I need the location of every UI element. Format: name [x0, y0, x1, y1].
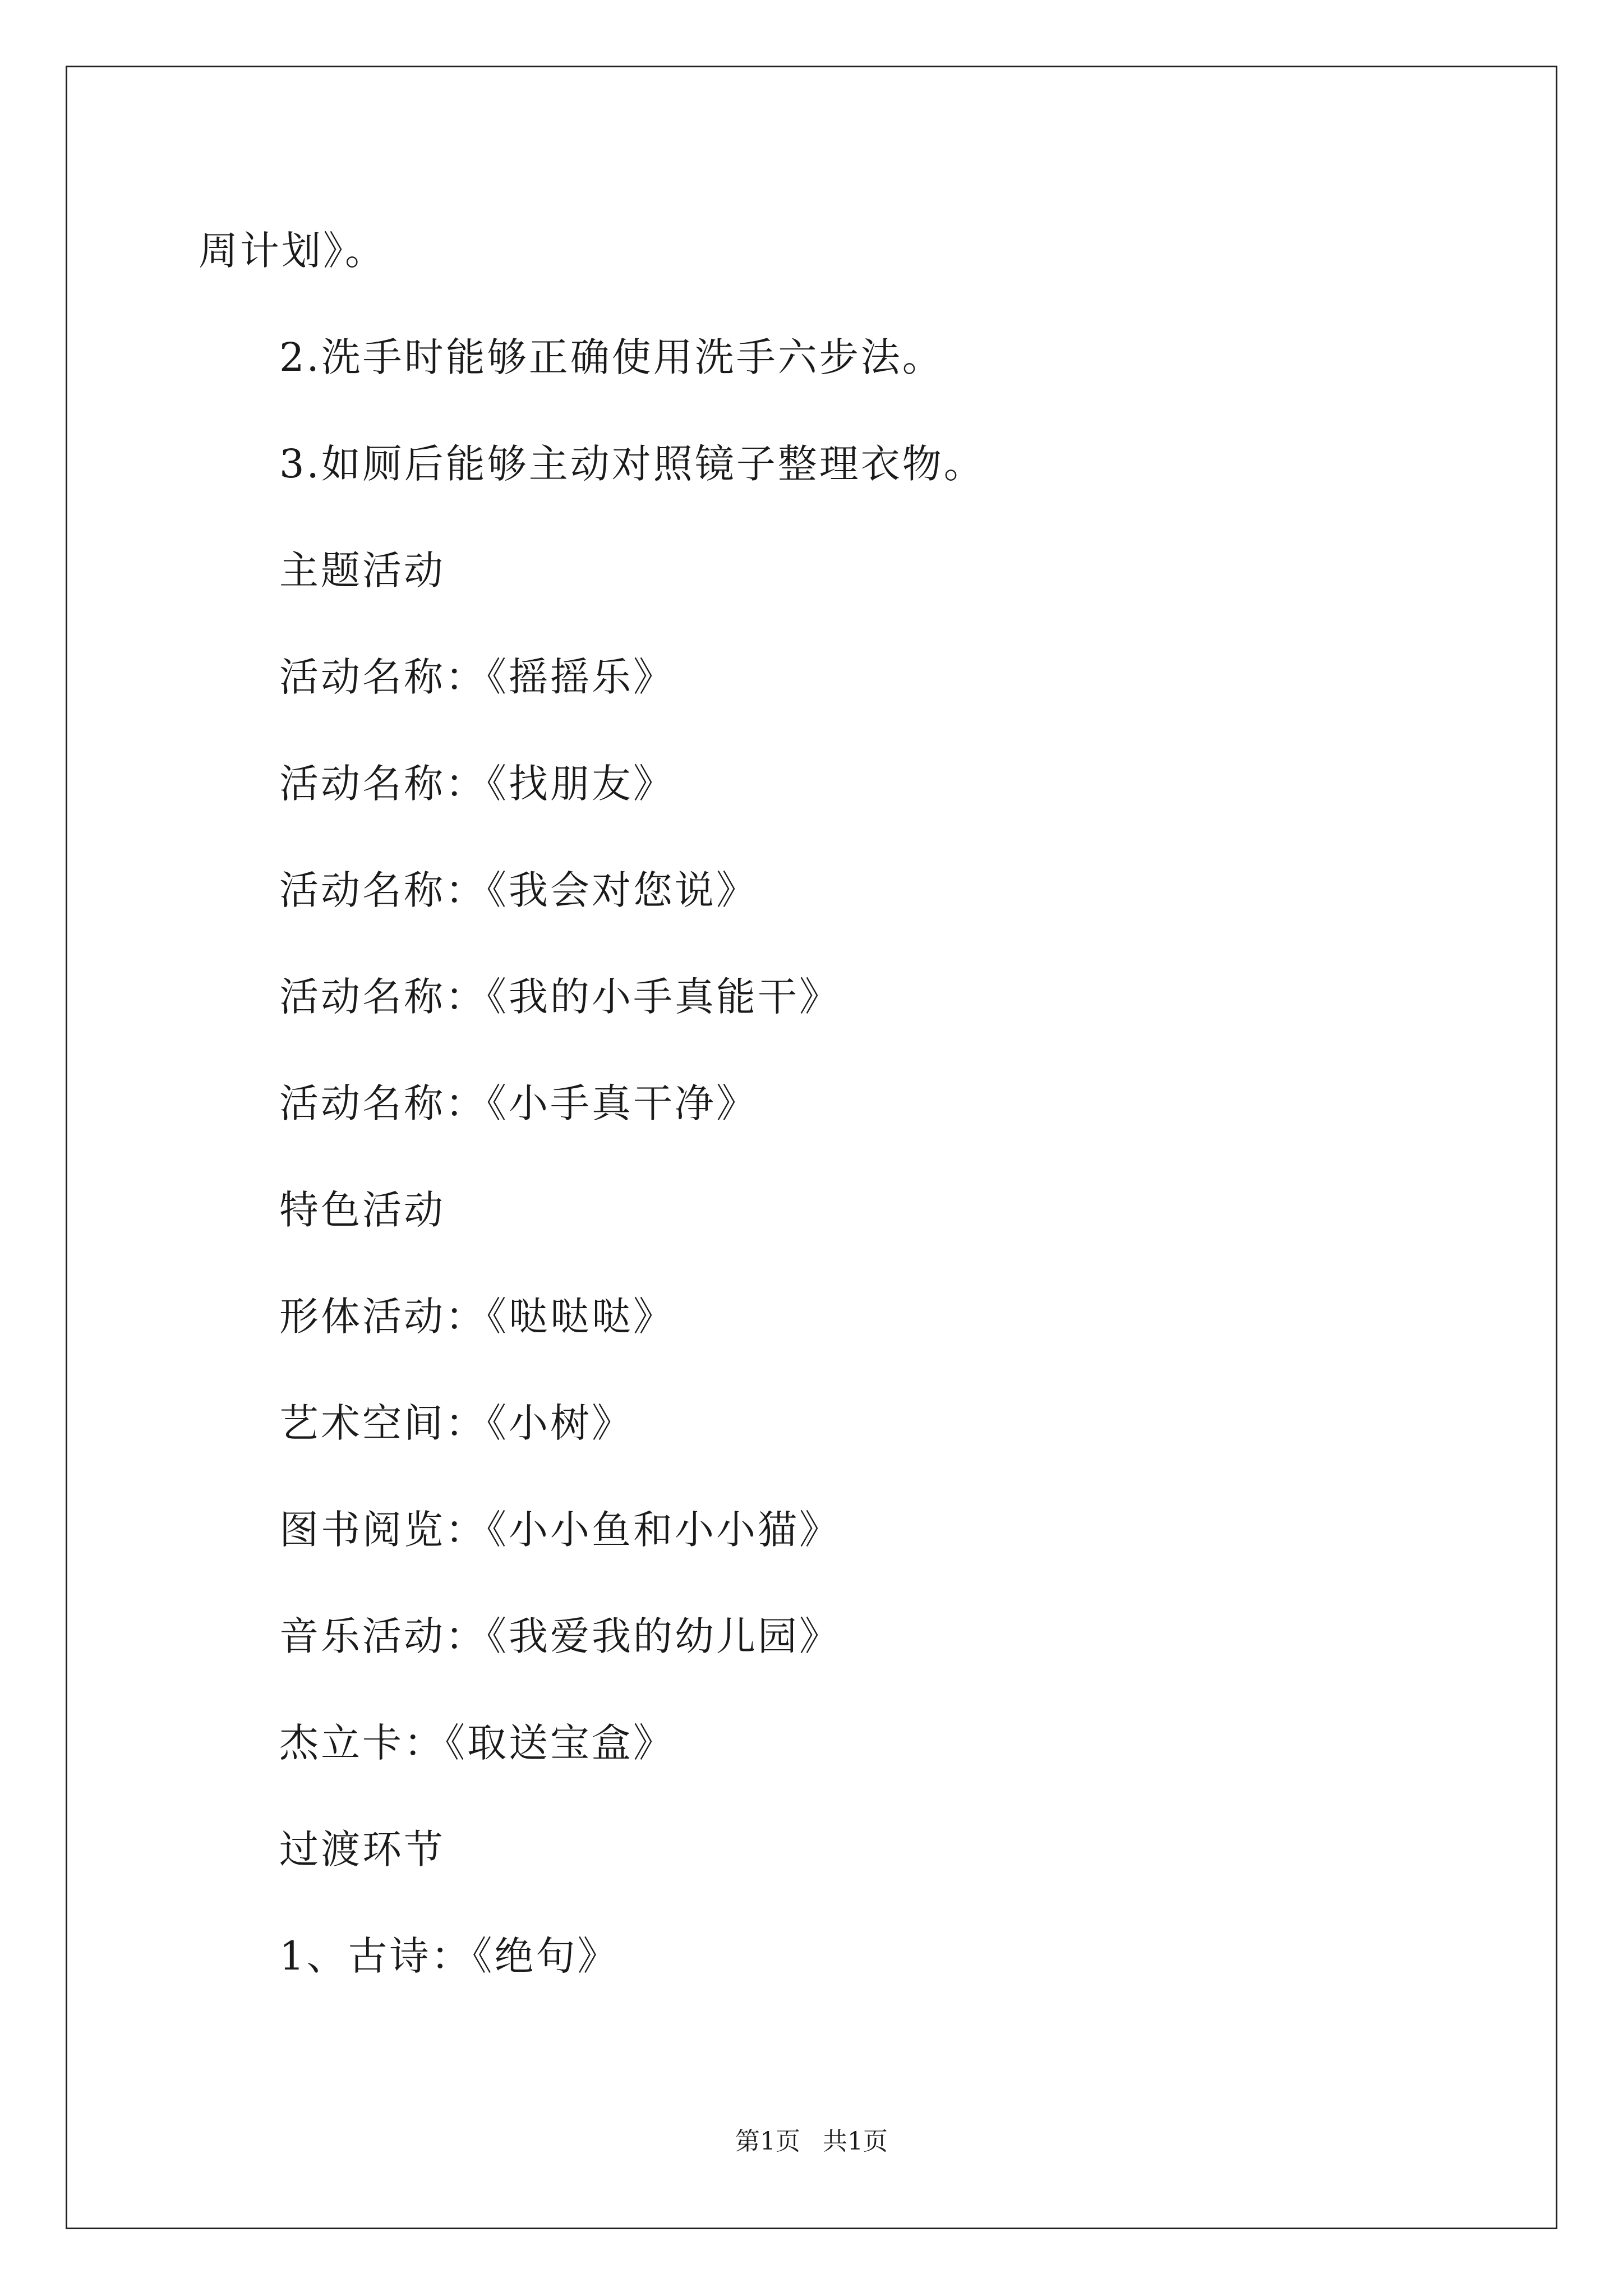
special-activity-item: 形体活动：《哒哒哒》 — [279, 1294, 675, 1340]
activity-item: 活动名称：《我会对您说》 — [279, 867, 758, 913]
page-border — [66, 66, 1557, 2229]
special-activity-item: 图书阅览：《小小鱼和小小猫》 — [279, 1507, 841, 1553]
activity-item: 活动名称：《找朋友》 — [279, 761, 675, 807]
text-line-goal-3: 3.如厕后能够主动对照镜子整理衣物。 — [279, 441, 985, 487]
activity-item: 活动名称：《小手真干净》 — [279, 1080, 758, 1126]
footer-page-total: 共1页 — [823, 2127, 888, 2156]
activity-item: 活动名称：《摇摇乐》 — [279, 654, 675, 700]
special-activity-item: 艺术空间：《小树》 — [279, 1400, 633, 1446]
special-activity-item: 音乐活动：《我爱我的幼儿园》 — [279, 1613, 841, 1659]
footer-page-current: 第1页 — [735, 2127, 800, 2156]
section-heading-transition: 过渡环节 — [279, 1826, 445, 1872]
transition-item: 1、古诗：《绝句》 — [279, 1933, 619, 1979]
activity-item: 活动名称：《我的小手真能干》 — [279, 974, 841, 1020]
text-line-goal-2: 2.洗手时能够正确使用洗手六步法。 — [279, 334, 944, 380]
section-heading-special: 特色活动 — [279, 1187, 445, 1233]
section-heading-theme: 主题活动 — [279, 547, 445, 593]
text-line-continuation: 周计划》。 — [199, 228, 386, 274]
special-activity-item: 杰立卡：《取送宝盒》 — [279, 1720, 675, 1766]
page-footer — [0, 2129, 1623, 2154]
